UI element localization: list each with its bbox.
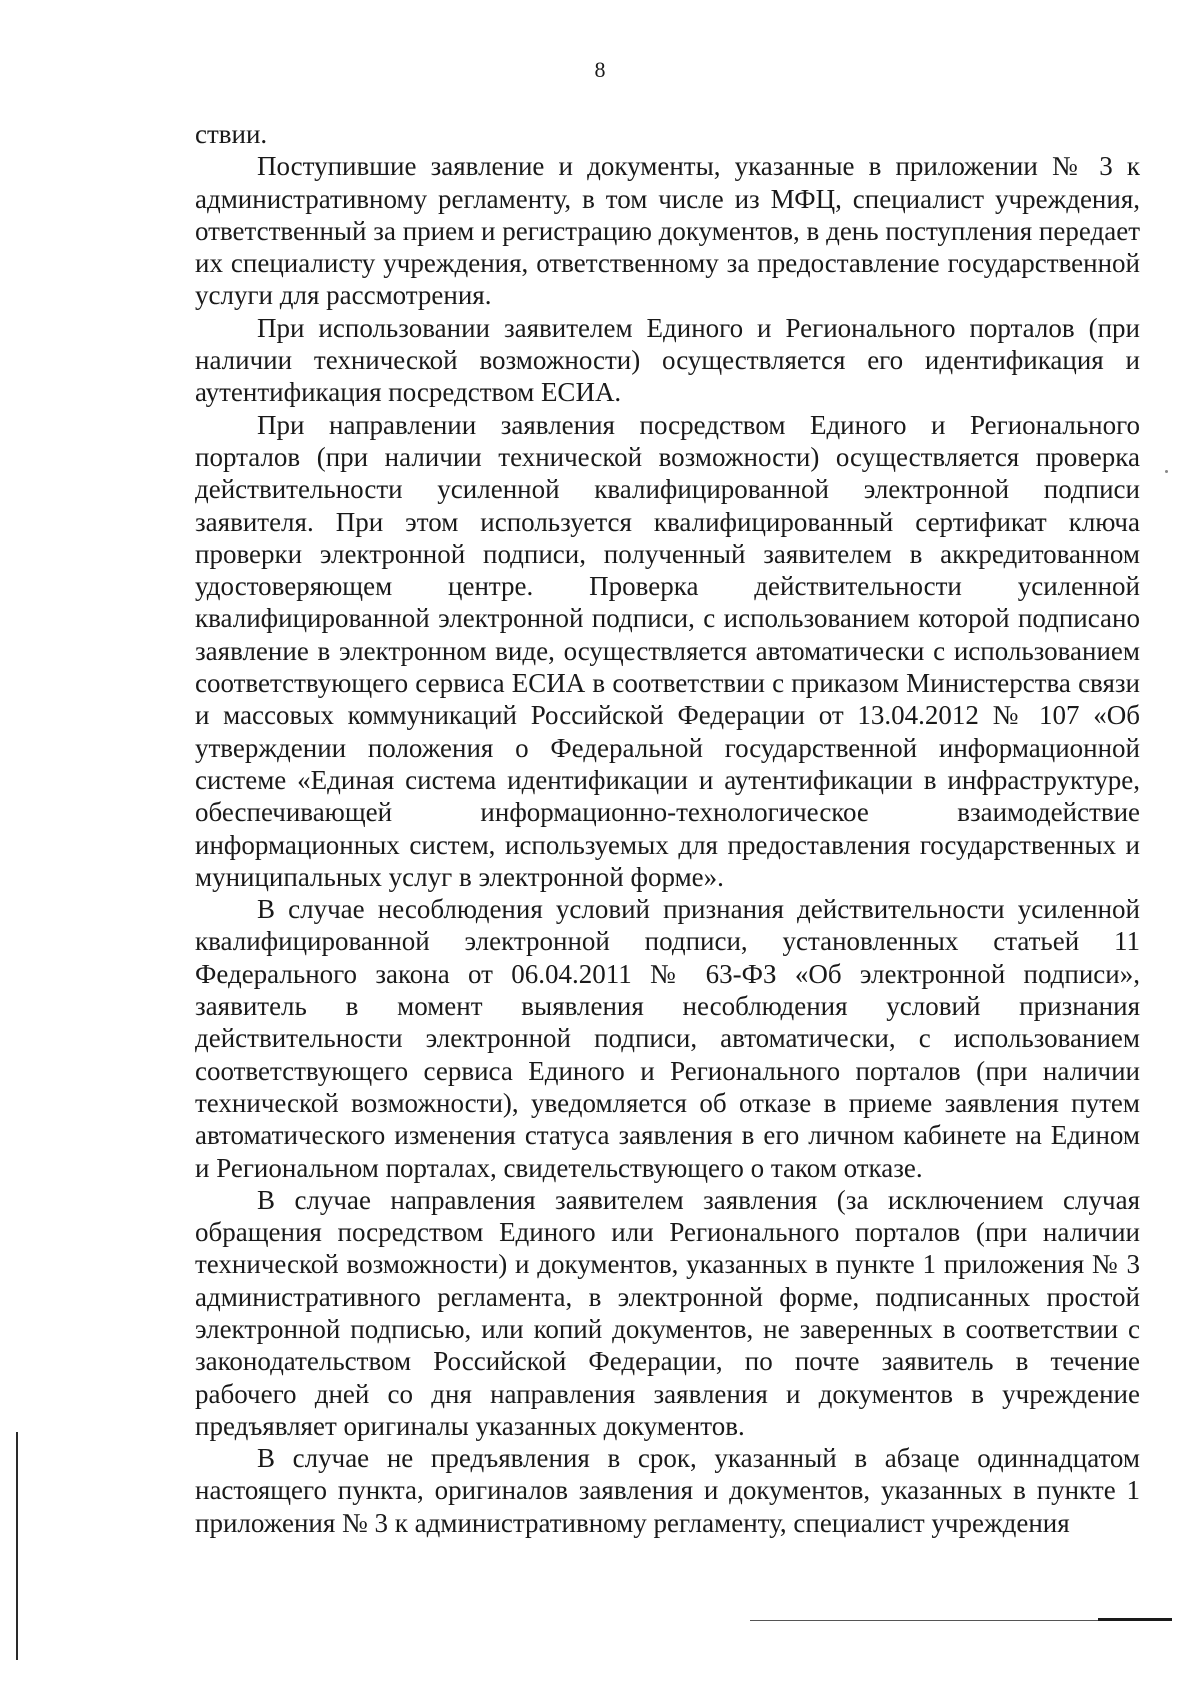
paragraph-signature-noncompliance: В случае несоблюдения условий признания действительности усиленной квалифицированной электронной подписи, установленных статьей 11 Федерального закона от 06.04.2011 № 63-ФЗ «Об электронной подписи», заявитель в момент выявления несоблюдения условий признания действительности электронной подписи, автоматически, с использованием соответствующего сервиса Единого и Регионального порталов (при наличии технической возможности), уведомляется об отказе в приеме заявления путем автоматического изменения статуса заявления в его личном кабинете на Едином и Региональном порталах, свидетельствующего о таком отказе. xyxy=(195,894,1140,1183)
paragraph-esia-identification: При использовании заявителем Единого и Регионального порталов (при наличии технической возможности) осуществляется его идентификация и аутентификация посредством ЕСИА. xyxy=(195,312,1140,408)
paragraph-originals-not-submitted: В случае не предъявления в срок, указанный в абзаце одиннадцатом настоящего пункта, оригиналов заявления и документов, указанных в пункте 1 приложения № 3 к административному регламенту, специалист учреждения xyxy=(195,1443,1140,1538)
paragraph-originals-submission: В случае направления заявителем заявления (за исключением случая обращения посредством Единого или Регионального порталов (при наличии технической возможности) и документов, указанных в пункте 1 приложения № 3 административного регламента, в электронной форме, подписанных простой электронной подписью, или копий документов, не заверенных в соответствии с законодательством Российской Федерации, по почте заявитель в течение рабочего дней со дня направления заявления и документов в учреждение предъявляет оригиналы указанных документов. xyxy=(195,1184,1140,1441)
scan-artifact-dot xyxy=(1165,470,1168,473)
paragraph-documents-received: Поступившие заявление и документы, указанные в приложении № 3 к административному регламенту, в том числе из МФЦ, специалист учреждения, ответственный за прием и регистрацию документов, в день поступления передает их специалисту учреждения, ответственному за предоставление государственной услуги для рассмотрения. xyxy=(195,151,1140,311)
paragraph-signature-verification: При направлении заявления посредством Единого и Регионального порталов (при наличии технической возможности) осуществляется проверка действительности усиленной квалифицированной электронной подписи заявителя. При этом используется квалифицированный сертификат ключа проверки электронной подписи, полученный заявителем в аккредитованном удостоверяющем центре. Проверка действительности усиленной квалифицированной электронной подписи, с использованием которой подписано заявление в электронном виде, осуществляется автоматически с использованием соответствующего сервиса ЕСИА в соответствии с приказом Министерства связи и массовых коммуникаций Российской Федерации от 13.04.2012 № 107 «Об утверждении положения о Федеральной государственной информационной системе «Единая система идентификации и аутентификации в инфраструктуре, обеспечивающей информационно-технологическое взаимодействие информационных систем, используемых для предоставления государственных и муниципальных услуг в электронной форме». xyxy=(195,409,1140,892)
page-number: 8 xyxy=(594,57,606,82)
document-body xyxy=(195,118,1140,1539)
scan-artifact-bottom-line xyxy=(750,1620,1100,1621)
paragraph-continuation: ствии. xyxy=(195,119,268,149)
scan-artifact-right-line xyxy=(1098,1618,1172,1621)
scan-artifact-left-line xyxy=(16,1432,18,1660)
